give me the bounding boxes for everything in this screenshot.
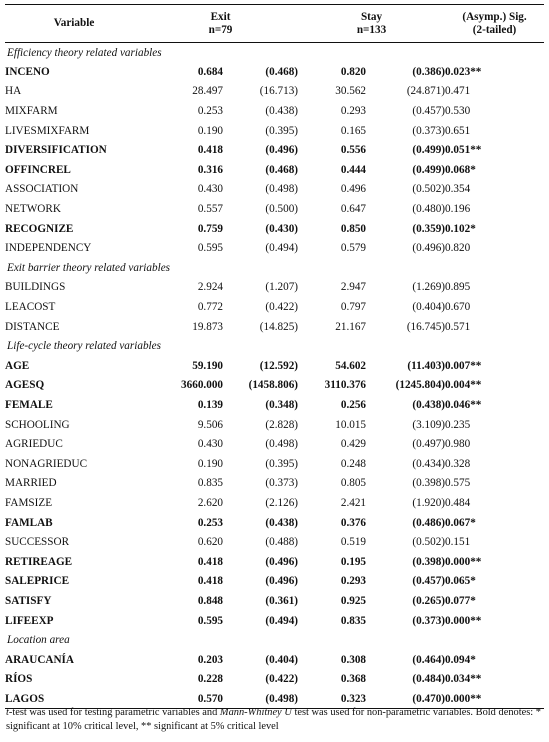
significance: 0.471	[445, 85, 471, 98]
header-stay-title: Stay	[360, 10, 383, 23]
variable-name: ASSOCIATION	[5, 183, 79, 196]
exit-mean: 0.570	[143, 689, 223, 709]
exit-sd: (0.498)	[223, 689, 298, 709]
variable-name: NONAGRIEDUC	[5, 457, 88, 470]
exit-sd: (0.438)	[265, 516, 299, 529]
exit-sd: (0.488)	[265, 536, 299, 549]
section-title: Location area	[7, 634, 70, 647]
exit-mean: 0.620	[197, 536, 223, 549]
significance: 0.034**	[445, 673, 482, 686]
stay-sd: (16.745)	[406, 320, 446, 333]
significance: 0.007**	[445, 359, 482, 372]
stay-mean: 0.323	[298, 689, 366, 709]
stay-mean: 0.797	[340, 301, 367, 314]
exit-mean: 3660.000	[181, 379, 223, 392]
stay-mean: 0.496	[340, 183, 367, 196]
variable-name: AGE	[5, 359, 30, 372]
stay-sd: (0.502)	[412, 183, 446, 196]
exit-sd: (0.468)	[265, 65, 299, 78]
footnote-part1: -test was used for testing parametric variables and	[8, 707, 220, 718]
exit-sd: (0.430)	[265, 222, 299, 235]
stay-sd: (0.480)	[412, 203, 446, 216]
section-title: Life-cycle theory related variables	[7, 340, 161, 353]
exit-sd: (0.494)	[265, 242, 299, 255]
table-body	[5, 43, 544, 709]
section-title: Efficiency theory related variables	[7, 46, 162, 59]
variable-name: BUILDINGS	[5, 281, 66, 294]
variable-name: RETIREAGE	[5, 555, 73, 568]
variable-name: LEACOST	[5, 301, 56, 314]
significance: 0.094*	[445, 653, 476, 666]
exit-sd: (0.422)	[265, 301, 299, 314]
table-footnote	[6, 706, 541, 734]
exit-sd: (0.361)	[265, 594, 299, 607]
exit-mean: 9.506	[197, 418, 223, 431]
stay-sd: (0.457)	[412, 575, 446, 588]
significance: 0.046**	[445, 398, 482, 411]
variable-name: SALEPRICE	[5, 575, 70, 588]
section-header-row	[5, 258, 544, 278]
exit-mean: 0.228	[197, 673, 223, 686]
significance: 0.196	[445, 203, 471, 216]
significance: 0.102*	[445, 222, 476, 235]
stay-mean: 0.195	[340, 555, 367, 568]
stay-sd: (11.403)	[407, 359, 446, 372]
significance: 0.023**	[445, 65, 482, 78]
stay-sd: (0.398)	[412, 477, 446, 490]
header-stay-n: n=133	[356, 23, 387, 36]
variable-name: FAMLAB	[5, 516, 53, 529]
table-row	[5, 180, 544, 200]
exit-mean: 0.430	[197, 183, 223, 196]
stay-sd: (3.109)	[412, 418, 446, 431]
significance: 0.051**	[445, 144, 482, 157]
stay-mean: 0.820	[340, 65, 367, 78]
significance: 0.328	[445, 457, 471, 470]
exit-sd: (0.496)	[265, 575, 299, 588]
exit-sd: (16.713)	[259, 85, 299, 98]
significance: 0.000**	[445, 555, 482, 568]
variable-name: INDEPENDENCY	[5, 242, 92, 255]
table-row	[5, 278, 544, 298]
stay-mean: 0.293	[340, 105, 367, 118]
exit-mean: 0.203	[197, 653, 223, 666]
variable-name: AGESQ	[5, 379, 45, 392]
exit-mean: 2.620	[197, 496, 223, 509]
variable-name: LAGOS	[5, 689, 143, 709]
header-exit	[143, 5, 298, 43]
significance: 0.354	[445, 183, 471, 196]
stay-mean: 0.519	[340, 536, 367, 549]
table-row	[5, 199, 544, 219]
section-header-row	[5, 630, 544, 650]
stay-mean: 0.850	[340, 222, 367, 235]
significance: 0.004**	[445, 379, 482, 392]
stay-sd: (0.486)	[412, 516, 446, 529]
table-row	[5, 650, 544, 670]
exit-mean: 0.430	[197, 438, 223, 451]
stay-mean: 0.165	[340, 124, 367, 137]
variable-name: HA	[5, 85, 22, 98]
exit-sd: (0.500)	[265, 203, 299, 216]
table-row	[5, 415, 544, 435]
table-row	[5, 376, 544, 396]
variable-name: ARAUCANÍA	[5, 653, 74, 666]
variable-name: RECOGNIZE	[5, 222, 74, 235]
exit-mean: 0.190	[197, 124, 223, 137]
table-row	[5, 591, 544, 611]
stay-mean: 0.248	[340, 457, 367, 470]
stay-sd: (0.470)	[366, 689, 445, 709]
significance: 0.067*	[445, 516, 476, 529]
variable-name: AGRIEDUC	[5, 438, 63, 451]
significance: 0.895	[445, 281, 471, 294]
significance: 0.484	[445, 496, 471, 509]
exit-mean: 0.190	[197, 457, 223, 470]
stay-mean: 10.015	[335, 418, 367, 431]
stay-mean: 0.444	[340, 163, 367, 176]
header-sig-line1: (Asymp.) Sig.	[462, 10, 527, 23]
stay-mean: 0.556	[340, 144, 367, 157]
stay-mean: 0.925	[340, 594, 367, 607]
variable-name: OFFINCREL	[5, 163, 71, 176]
stay-mean: 2.947	[340, 281, 367, 294]
significance: 0.151	[445, 536, 471, 549]
section-header-row	[5, 43, 544, 63]
stay-sd: (0.404)	[412, 301, 446, 314]
exit-sd: (0.373)	[265, 477, 299, 490]
exit-mean: 0.848	[197, 594, 223, 607]
table-row	[5, 474, 544, 494]
variable-name: FAMSIZE	[5, 496, 53, 509]
exit-sd: (0.422)	[265, 673, 299, 686]
exit-mean: 0.139	[197, 398, 223, 411]
table-row	[5, 454, 544, 474]
variable-name: SUCCESSOR	[5, 536, 70, 549]
variable-name: RÍOS	[5, 673, 33, 686]
significance: 0.077*	[445, 594, 476, 607]
significance: 0.530	[445, 105, 471, 118]
exit-mean: 28.497	[192, 85, 223, 98]
variable-name: DIVERSIFICATION	[5, 144, 107, 157]
table-row	[5, 493, 544, 513]
significance: 0.820	[445, 242, 471, 255]
exit-sd: (0.468)	[265, 163, 299, 176]
exit-sd: (14.825)	[259, 320, 299, 333]
stay-mean: 3110.376	[324, 379, 367, 392]
exit-sd: (0.496)	[265, 144, 299, 157]
exit-sd: (1458.806)	[248, 379, 299, 392]
exit-mean: 0.759	[197, 222, 223, 235]
stay-mean: 0.368	[340, 673, 367, 686]
exit-mean: 0.418	[197, 575, 223, 588]
statistics-table	[5, 4, 544, 709]
stay-mean: 0.293	[340, 575, 367, 588]
significance: 0.670	[445, 301, 471, 314]
table-row	[5, 121, 544, 141]
variable-name: LIFEEXP	[5, 614, 54, 627]
variable-name: LIVESMIXFARM	[5, 124, 90, 137]
stay-mean: 0.805	[340, 477, 367, 490]
significance: 0.980	[445, 438, 471, 451]
variable-name: DISTANCE	[5, 320, 60, 333]
exit-sd: (0.404)	[265, 653, 299, 666]
exit-sd: (0.395)	[265, 124, 299, 137]
stay-sd: (0.438)	[412, 398, 446, 411]
exit-sd: (0.498)	[265, 438, 299, 451]
section-title: Exit barrier theory related variables	[7, 261, 171, 274]
significance: 0.651	[445, 124, 471, 137]
exit-sd: (1.207)	[265, 281, 299, 294]
table-row	[5, 238, 544, 258]
stay-sd: (0.398)	[412, 555, 446, 568]
table-row	[5, 434, 544, 454]
stay-mean: 0.376	[340, 516, 367, 529]
exit-mean: 0.557	[197, 203, 223, 216]
header-variable: Variable	[5, 5, 143, 43]
table-row	[5, 552, 544, 572]
stay-sd: (0.373)	[412, 124, 446, 137]
variable-name: SCHOOLING	[5, 418, 70, 431]
table-row	[5, 513, 544, 533]
table-row	[5, 395, 544, 415]
exit-mean: 0.684	[197, 65, 223, 78]
table-row	[5, 62, 544, 82]
exit-mean: 0.253	[197, 516, 223, 529]
header-exit-n: n=79	[208, 23, 233, 36]
variable-name: SATISFY	[5, 594, 52, 607]
significance: 0.235	[445, 418, 471, 431]
exit-mean: 0.835	[197, 477, 223, 490]
stay-mean: 0.647	[340, 203, 367, 216]
variable-name: NETWORK	[5, 203, 61, 216]
table-row	[5, 532, 544, 552]
header-exit-title: Exit	[210, 10, 231, 23]
exit-mean: 59.190	[192, 359, 223, 372]
table-row	[5, 611, 544, 631]
significance: 0.000**	[445, 614, 482, 627]
variable-name: MARRIED	[5, 477, 57, 490]
stay-sd: (0.464)	[412, 653, 446, 666]
header-sig-line2: (2-tailed)	[472, 23, 517, 36]
stay-mean: 2.421	[340, 496, 367, 509]
stay-sd: (0.499)	[412, 163, 446, 176]
exit-mean: 0.316	[197, 163, 223, 176]
table-row	[5, 317, 544, 337]
footnote-mann-whitney: Mann-Whitney U	[219, 707, 292, 718]
variable-name: FEMALE	[5, 398, 53, 411]
stay-sd: (0.359)	[412, 222, 446, 235]
exit-sd: (0.494)	[265, 614, 299, 627]
table-row	[5, 356, 544, 376]
exit-sd: (0.498)	[265, 183, 299, 196]
exit-sd: (2.126)	[265, 496, 299, 509]
stay-sd: (0.457)	[412, 105, 446, 118]
stay-sd: (1245.804)	[395, 379, 446, 392]
section-header-row	[5, 336, 544, 356]
stay-sd: (0.386)	[412, 65, 446, 78]
stay-sd: (0.502)	[412, 536, 446, 549]
exit-mean: 19.873	[192, 320, 223, 333]
significance: 0.068*	[445, 163, 476, 176]
table-row	[5, 101, 544, 121]
stay-sd: (0.496)	[412, 242, 446, 255]
exit-sd: (0.395)	[265, 457, 299, 470]
footnote-part2: test was used for non-parametric variables. Bold denotes: * significant at 10% critical level, ** significant at 5% critical level	[6, 707, 541, 732]
stay-sd: (1.269)	[412, 281, 446, 294]
stay-mean: 0.835	[340, 614, 367, 627]
stay-sd: (0.499)	[412, 144, 446, 157]
significance: 0.000**	[445, 689, 544, 709]
variable-name: MIXFARM	[5, 105, 58, 118]
table-row	[5, 82, 544, 102]
exit-mean: 0.418	[197, 555, 223, 568]
exit-mean: 0.418	[197, 144, 223, 157]
stay-sd: (0.497)	[412, 438, 446, 451]
stay-mean: 0.308	[340, 653, 367, 666]
stay-sd: (24.871)	[406, 85, 446, 98]
stay-sd: (0.434)	[412, 457, 446, 470]
stay-sd: (0.373)	[412, 614, 446, 627]
stay-mean: 54.602	[335, 359, 367, 372]
significance: 0.065*	[445, 575, 476, 588]
table-row	[5, 140, 544, 160]
stay-mean: 30.562	[335, 85, 367, 98]
exit-sd: (0.496)	[265, 555, 299, 568]
exit-sd: (0.348)	[265, 398, 299, 411]
exit-mean: 0.595	[197, 242, 223, 255]
stay-mean: 0.579	[340, 242, 367, 255]
exit-sd: (2.828)	[265, 418, 299, 431]
exit-sd: (0.438)	[265, 105, 299, 118]
table-row	[5, 219, 544, 239]
stay-sd: (0.484)	[412, 673, 446, 686]
exit-mean: 2.924	[197, 281, 223, 294]
table-row	[5, 160, 544, 180]
significance: 0.575	[445, 477, 471, 490]
table-row	[5, 297, 544, 317]
significance: 0.571	[445, 320, 471, 333]
stay-mean: 21.167	[335, 320, 367, 333]
variable-name: INCENO	[5, 65, 50, 78]
stay-sd: (0.265)	[412, 594, 446, 607]
exit-sd: (12.592)	[259, 359, 299, 372]
stay-sd: (1.920)	[412, 496, 446, 509]
exit-mean: 0.595	[197, 614, 223, 627]
table-header-row	[5, 5, 544, 43]
header-stay	[298, 5, 445, 43]
exit-mean: 0.253	[197, 105, 223, 118]
table-row	[5, 572, 544, 592]
table-row	[5, 670, 544, 690]
footnote-t: t	[6, 707, 9, 718]
exit-mean: 0.772	[197, 301, 223, 314]
stay-mean: 0.256	[340, 398, 367, 411]
stay-mean: 0.429	[340, 438, 367, 451]
header-significance	[445, 5, 544, 43]
